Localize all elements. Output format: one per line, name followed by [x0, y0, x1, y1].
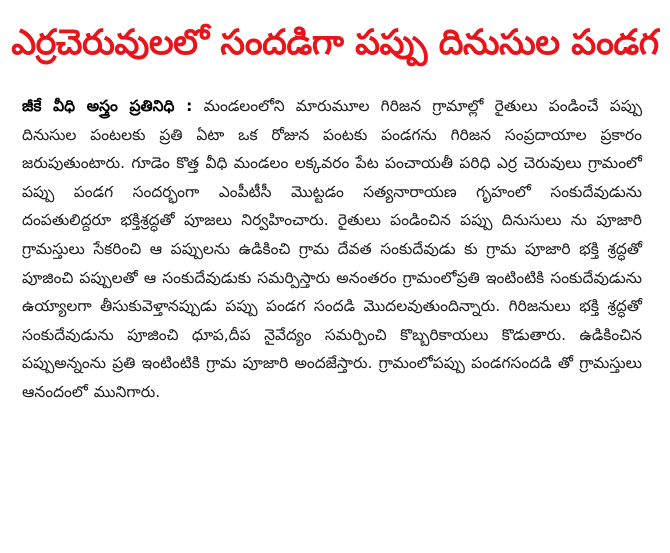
article-headline: ఎర్రచెరువులలో సందడిగా పప్పు దినుసుల పండగ	[11, 23, 659, 63]
article-body	[22, 92, 642, 407]
article-body-text: మండలంలోని మారుమూల గిరిజన గ్రామాల్లో రైతులు పండించే పప్పు దినుసుల పంటలకు ప్రతి ఏటా ఒక రోజున పంటకు పండగను గిరిజన సంప్రదాయాల ప్రకారం జరుపుతుంటారు. గూడెం కొత్త వీధి మండలం లక్కవరం పేట పంచాయతీ పరిధి ఎర్ర చెరువులు గ్రామంలో పప్పు పండగ సందర్భంగా ఎంపీటీసీ మొట్టడం సత్యనారాయణ గృహంలో సంకుదేవుడును దంపతులిద్దరూ భక్తిశ్రద్ధతో పూజలు నిర్వహించారు. రైతులు పండించిన పప్పు దినుసులు ను పూజారి గ్రామస్తులు సేకరించి ఆ పప్పులను ఉడికించి గ్రామ దేవత సంకుదేవుడు కు గ్రామ పూజారి భక్తి శ్రద్ధతో పూజించి పప్పులతో ఆ సంకుదేవుడుకు సమర్పిస్తారు అనంతరం గ్రామంలోప్రతి ఇంటింటికి సంకుదేవుడును ఉయ్యాలగా తీసుకువెళ్తానప్పుడు పప్పు పండగ సందడి మొదలవుతుందిన్నారు. గిరిజనులు భక్తి శ్రద్ధతో సంకుదేవుడును పూజించి ధూప,దీప నైవేద్యం సమర్పించి కొబ్బరికాయలు కొడుతారు. ఉడికించిన పప్పుఅన్నంను ప్రతి ఇంటింటికి గ్రామ పూజారి అందజేస్తారు. గ్రామంలోపప్పు పండగసందడి తో గ్రామస్తులు ఆనందంలో మునిగారు.	[22, 97, 642, 401]
article-dateline: జీకే వీధి అస్త్రం ప్రతినిధి :	[22, 97, 193, 115]
